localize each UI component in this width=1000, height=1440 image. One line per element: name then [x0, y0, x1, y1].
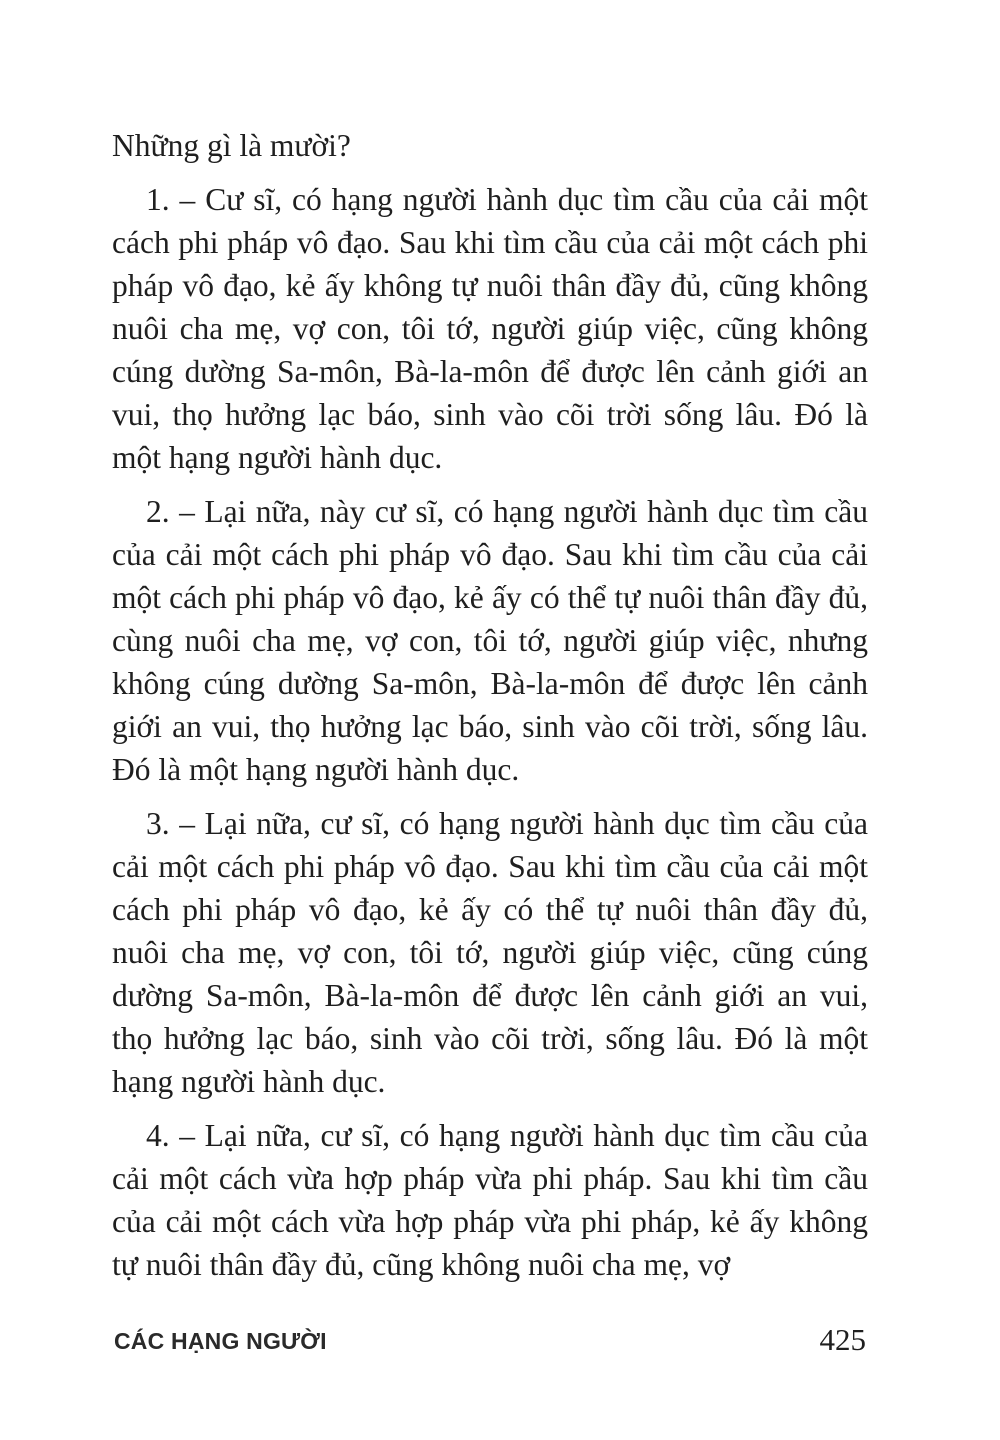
paragraph-2: 2. – Lại nữa, này cư sĩ, có hạng người hành dục tìm cầu của cải một cách phi pháp vô đạo. Sau khi tìm cầu của cải một cách phi pháp vô đạo, kẻ ấy có thể tự nuôi thân đầy đủ, cùng nuôi cha mẹ, vợ con, tôi tớ, người giúp việc, nhưng không cúng dường Sa-môn, Bà-la-môn để được lên cảnh giới an vui, thọ hưởng lạc báo, sinh vào cõi trời, sống lâu. Đó là một hạng người hành dục. [112, 494, 868, 787]
running-footer-title: CÁC HẠNG NGƯỜI [114, 1328, 327, 1354]
intro-line: Những gì là mười? [112, 128, 351, 163]
paragraph-1: 1. – Cư sĩ, có hạng người hành dục tìm cầu của cải một cách phi pháp vô đạo. Sau khi tìm cầu của cải một cách phi pháp vô đạo, kẻ ấy không tự nuôi thân đầy đủ, cũng không nuôi cha mẹ, vợ con, tôi tớ, người giúp việc, cũng không cúng dường Sa-môn, Bà-la-môn để được lên cảnh giới an vui, thọ hưởng lạc báo, sinh vào cõi trời sống lâu. Đó là một hạng người hành dục. [112, 182, 868, 475]
page-body [112, 124, 868, 1286]
paragraph-4: 4. – Lại nữa, cư sĩ, có hạng người hành dục tìm cầu của cải một cách vừa hợp pháp vừa phi pháp. Sau khi tìm cầu của cải một cách vừa hợp pháp vừa phi pháp, kẻ ấy không tự nuôi thân đầy đủ, cũng không nuôi cha mẹ, vợ [112, 1118, 868, 1282]
page-number: 425 [819, 1322, 866, 1357]
paragraph-3: 3. – Lại nữa, cư sĩ, có hạng người hành dục tìm cầu của cải một cách phi pháp vô đạo. Sau khi tìm cầu của cải một cách phi pháp vô đạo, kẻ ấy có thể tự nuôi thân đầy đủ, nuôi cha mẹ, vợ con, tôi tớ, người giúp việc, cũng cúng dường Sa-môn, Bà-la-môn để được lên cảnh giới an vui, thọ hưởng lạc báo, sinh vào cõi trời, sống lâu. Đó là một hạng người hành dục. [112, 806, 868, 1099]
